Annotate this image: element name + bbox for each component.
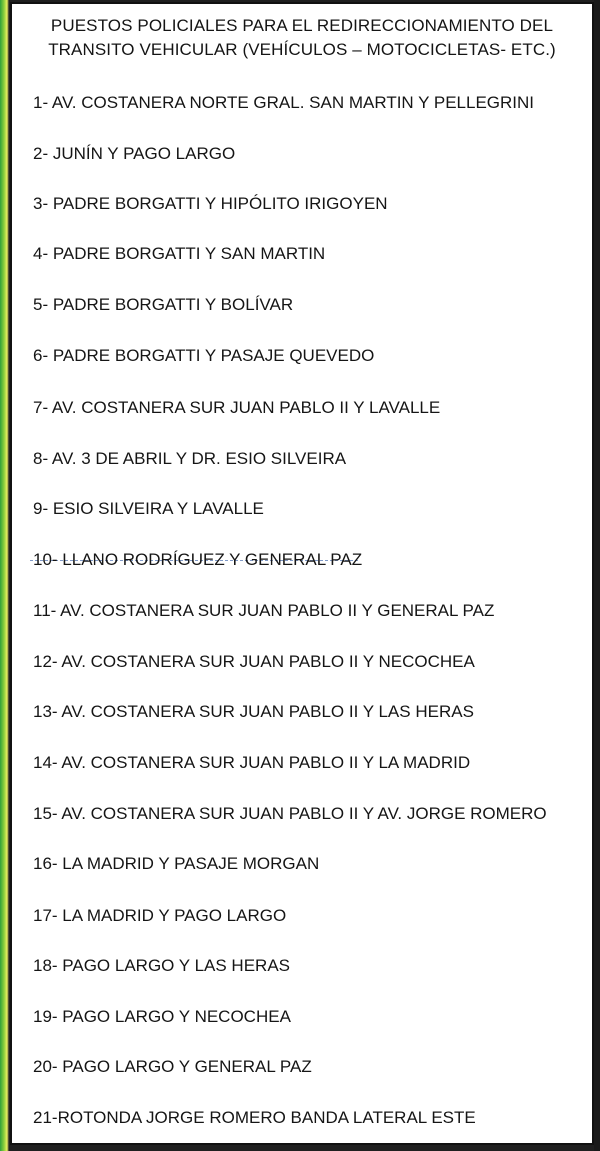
list-item: 12- AV. COSTANERA SUR JUAN PABLO II Y NECOCHEA [33, 652, 475, 671]
list-item: 9- ESIO SILVEIRA Y LAVALLE [33, 499, 264, 518]
list-item: 19- PAGO LARGO Y NECOCHEA [33, 1007, 291, 1026]
list-item: 8- AV. 3 DE ABRIL Y DR. ESIO SILVEIRA [33, 449, 347, 468]
list-item: 2- JUNÍN Y PAGO LARGO [33, 144, 236, 163]
document-title [12, 14, 592, 62]
list-item: 10- LLANO RODRÍGUEZ Y GENERAL PAZ [33, 550, 363, 569]
right-border [594, 0, 600, 1151]
list-item: 7- AV. COSTANERA SUR JUAN PABLO II Y LAVALLE [33, 398, 441, 417]
list-item: 1- AV. COSTANERA NORTE GRAL. SAN MARTIN Y PELLEGRINI [33, 93, 535, 112]
list-item: 6- PADRE BORGATTI Y PASAJE QUEVEDO [33, 346, 375, 365]
list-item: 20- PAGO LARGO Y GENERAL PAZ [33, 1057, 312, 1076]
list-item: 15- AV. COSTANERA SUR JUAN PABLO II Y AV. JORGE ROMERO [33, 804, 547, 823]
list-item: 11- AV. COSTANERA SUR JUAN PABLO II Y GENERAL PAZ [33, 601, 495, 620]
list-item: 14- AV. COSTANERA SUR JUAN PABLO II Y LA MADRID [33, 753, 471, 772]
list-item: 13- AV. COSTANERA SUR JUAN PABLO II Y LAS HERAS [33, 702, 474, 721]
list-item: 18- PAGO LARGO Y LAS HERAS [33, 956, 290, 975]
list-item: 4- PADRE BORGATTI Y SAN MARTIN [33, 244, 326, 263]
list-item: 21-ROTONDA JORGE ROMERO BANDA LATERAL ESTE [33, 1108, 476, 1127]
document-sheet [10, 2, 594, 1145]
list-item: 17- LA MADRID Y PAGO LARGO [33, 906, 287, 925]
list-item: 3- PADRE BORGATTI Y HIPÓLITO IRIGOYEN [33, 194, 388, 213]
list-item: 5- PADRE BORGATTI Y BOLÍVAR [33, 295, 294, 314]
title-line-2: TRANSITO VEHICULAR (VEHÍCULOS – MOTOCICLETAS- ETC.) [48, 40, 556, 59]
list-item: 16- LA MADRID Y PASAJE MORGAN [33, 854, 320, 873]
title-line-1: PUESTOS POLICIALES PARA EL REDIRECCIONAMIENTO DEL [50, 16, 554, 35]
